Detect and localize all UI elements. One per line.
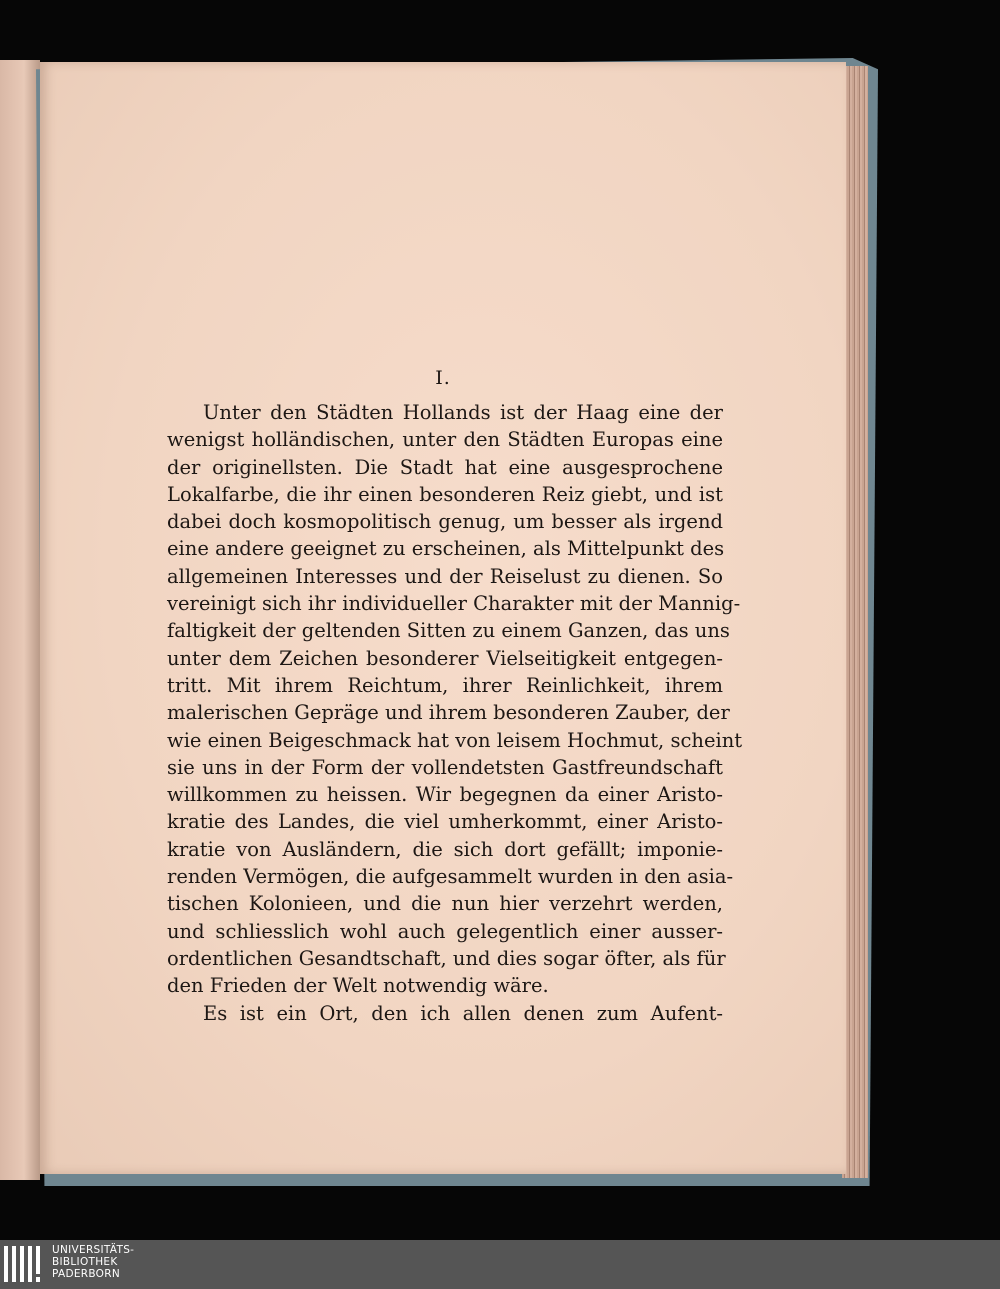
book-page	[40, 62, 846, 1174]
text-line: eine andere geeignet zu erscheinen, als Mittelpunkt des	[167, 537, 725, 561]
text-line: ordentlichen Gesandtschaft, und dies sogar öfter, als für	[167, 946, 726, 970]
text-line: vereinigt sich ihr individueller Charakter mit der Mannig-	[167, 592, 741, 616]
text-line: tischen Kolonieen, und die nun hier verzehrt werden,	[167, 892, 723, 916]
logo-line: PADERBORN	[52, 1268, 120, 1280]
text-line: Unter den Städten Hollands ist der Haag eine der	[203, 401, 723, 424]
text-line: renden Vermögen, die aufgesammelt wurden in den asia-	[167, 865, 734, 889]
logo-line: UNIVERSITÄTS-	[52, 1244, 135, 1256]
text-line: dabei doch kosmopolitisch genug, um besser als irgend	[167, 510, 723, 534]
text-line: faltigkeit der geltenden Sitten zu einem Ganzen, das uns	[167, 619, 730, 643]
text-line: wenigst holländischen, unter den Städten Europas eine	[167, 428, 723, 452]
text-line: allgemeinen Interesses und der Reiselust zu dienen. So	[167, 564, 723, 588]
text-line: kratie des Landes, die viel umherkommt, einer Aristo-	[167, 810, 723, 834]
text-line: willkommen zu heissen. Wir begegnen da einer Aristo-	[167, 783, 723, 807]
library-logo-icon	[4, 1246, 46, 1284]
text-line: unter dem Zeichen besonderer Vielseitigkeit entgegen-	[167, 646, 723, 670]
text-line: tritt. Mit ihrem Reichtum, ihrer Reinlichkeit, ihrem	[167, 673, 723, 697]
text-line: wie einen Beigeschmack hat von leisem Hochmut, scheint	[167, 728, 743, 752]
text-line: und schliesslich wohl auch gelegentlich einer ausser-	[167, 919, 723, 943]
body-text	[167, 399, 743, 1027]
chapter-number: I.	[435, 367, 451, 389]
text-line: Lokalfarbe, die ihr einen besonderen Reiz giebt, und ist	[167, 482, 723, 506]
logo-line: BIBLIOTHEK	[52, 1256, 118, 1268]
text-line: den Frieden der Welt notwendig wäre.	[167, 974, 549, 998]
library-footer	[0, 1240, 1000, 1289]
text-line: Es ist ein Ort, den ich allen denen zum Aufent-	[203, 1001, 723, 1025]
left-page-edge	[0, 60, 40, 1180]
library-logo-text	[52, 1244, 134, 1280]
text-line: sie uns in der Form der vollendetsten Gastfreundschaft	[167, 755, 723, 779]
text-line: malerischen Gepräge und ihrem besonderen Zauber, der	[167, 701, 730, 725]
text-line: kratie von Ausländern, die sich dort gefällt; imponie-	[167, 837, 723, 861]
text-line: der originellsten. Die Stadt hat eine ausgesprochene	[167, 455, 723, 479]
